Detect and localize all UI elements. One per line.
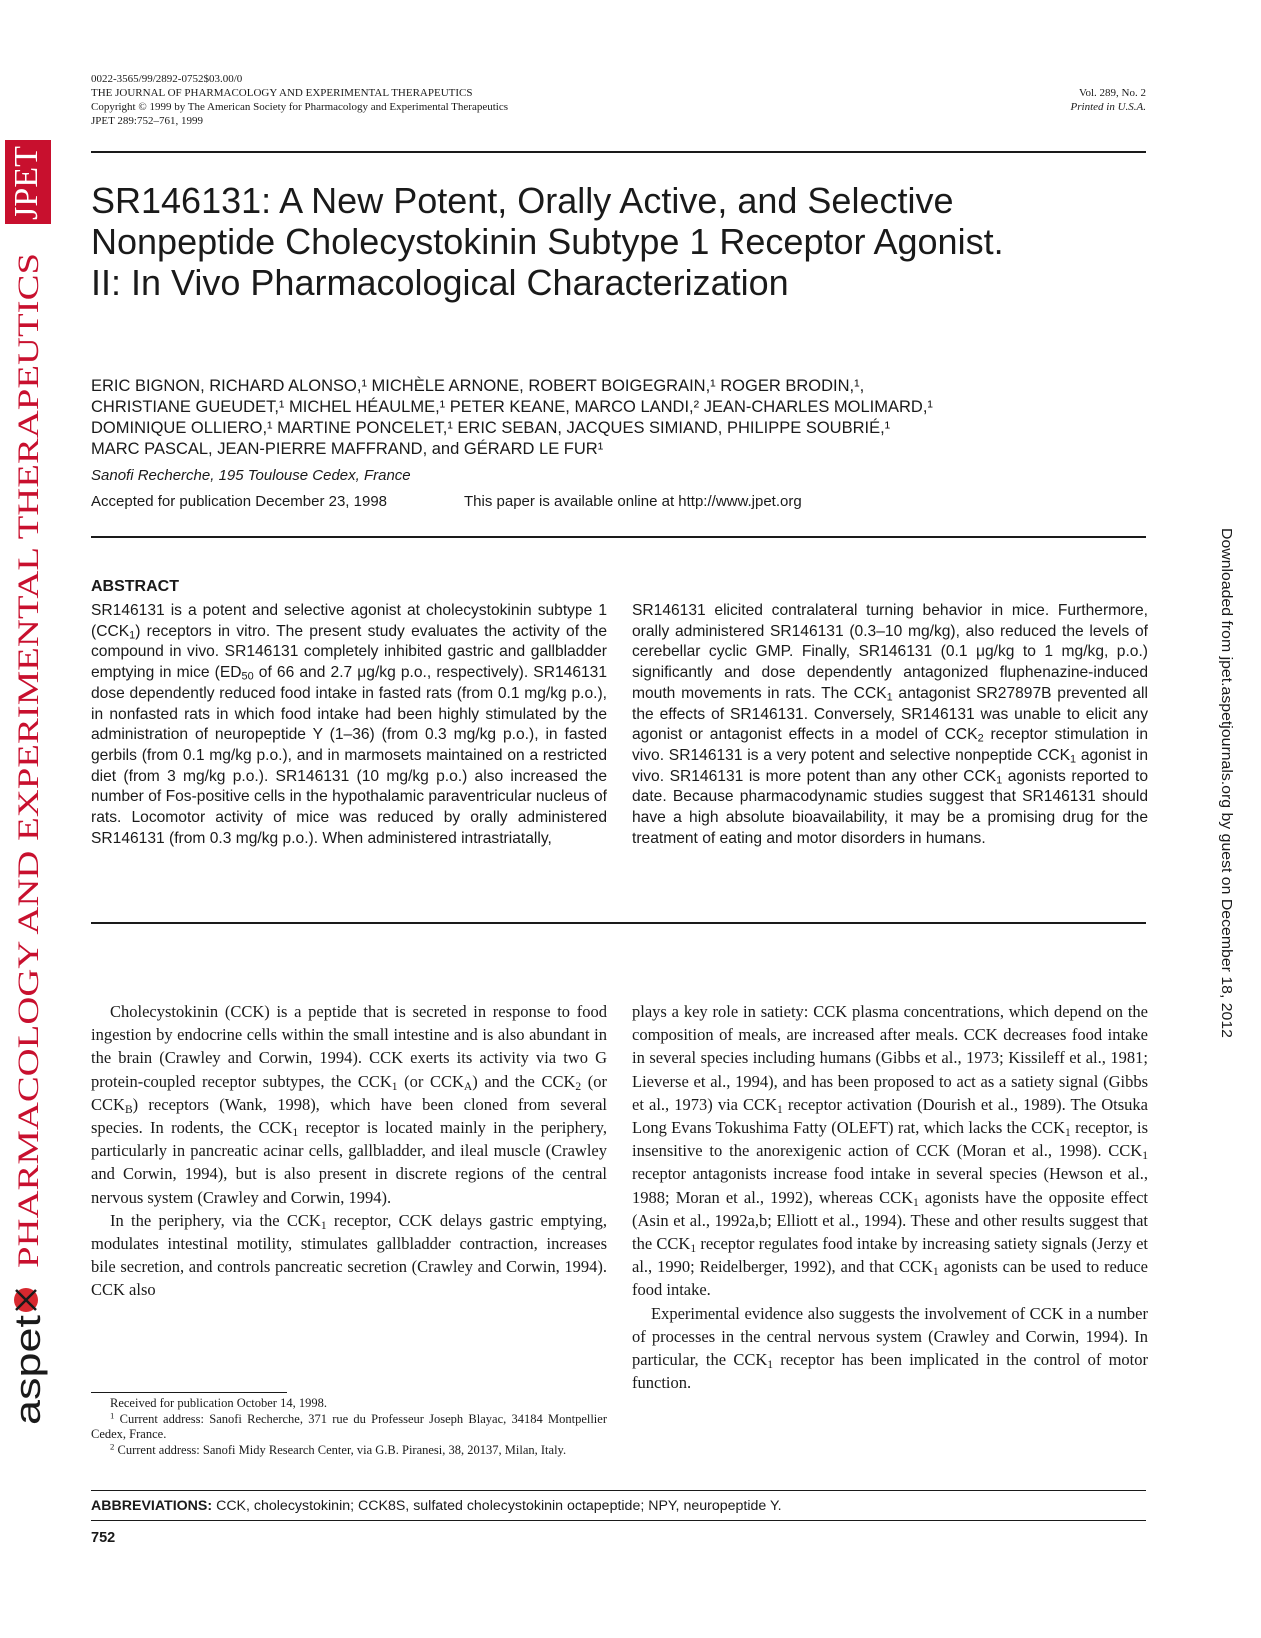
footnote-rule	[91, 1392, 287, 1393]
author-line-4: MARC PASCAL, JEAN-PIERRE MAFFRAND, and GÉRARD LE FUR¹	[91, 440, 604, 458]
accepted-date: Accepted for publication December 23, 1998	[91, 493, 388, 510]
header-rule	[91, 151, 1146, 153]
author-line-2: CHRISTIANE GUEUDET,¹ MICHEL HÉAULME,¹ PETER KEANE, MARCO LANDI,² JEAN-CHARLES MOLIMARD,¹	[91, 398, 933, 416]
volume-info	[1071, 86, 1146, 114]
received-date: Received for publication October 14, 1998.	[110, 1396, 327, 1410]
abbreviations-bottom-rule	[91, 1520, 1146, 1521]
author-line-1: ERIC BIGNON, RICHARD ALONSO,¹ MICHÈLE ARNONE, ROBERT BOIGEGRAIN,¹ ROGER BRODIN,¹,	[91, 377, 865, 395]
paragraph-periphery: In the periphery, via the $CCK_1$ receptor, CCK delays gastric emptying, modulates intestinal motility, stimulates gallbladder contraction, increases bile secretion, and controls pancreatic secretion (Crawley and Corwin, 1994). CCK also	[91, 1210, 607, 1300]
paragraph-satiety: plays a key role in satiety: CCK plasma concentrations, which depend on the composition of meals, are increased after meals. CCK decreases food intake in several species including humans (Gibbs et al., 1973; Kissileff et al., 1981; Lieverse et al., 1994), and has been proposed to act as a satiety signal (Gibbs et al., 1973) via $CCK_1$ receptor activation (Dourish et al., 1989). The Otsuka Long Evans Tokushima Fatty (OLEFT) rat, which lacks the $CCK_1$ receptor, is insensitive to the anorexigenic action of CCK (Moran et al., 1998). $CCK_1$ receptor antagonists increase food intake in several species (Hewson et al., 1988; Moran et al., 1992), whereas $CCK_1$ agonists have the opposite effect (Asin et al., 1992a,b; Elliott et al., 1994). These and other results suggest that the $CCK_1$ receptor regulates food intake by increasing satiety signals (Jerzy et al., 1990; Reidelberger, 1992), and that $CCK_1$ agonists can be used to reduce food intake.	[632, 1002, 1148, 1300]
online-availability: This paper is available online at http://www.jpet.org	[464, 493, 802, 510]
jpet-badge: JPET	[8, 146, 45, 220]
abstract-bottom-rule	[91, 922, 1146, 924]
aspet-logo-text: aspet	[7, 1336, 48, 1425]
abstract-left-column: SR146131 is a potent and selective agonist at cholecystokinin subtype 1 $(CCK_1)$ receptors in vitro. The present study evaluates the activity of the compound in vivo. SR146131 completely inhibited gastric and gallbladder emptying in mice ($ED_{50}$ of 66 and 2.7 μg/kg p.o., respectively). SR146131 dose dependently reduced food intake in fasted rats (from 0.1 mg/kg p.o.), in nonfasted rats in which food intake had been highly stimulated by the administration of neuropeptide Y (1–36) (from 0.3 mg/kg p.o.), in fasted gerbils (from 0.1 mg/kg p.o.), and in marmosets maintained on a restricted diet (from 3 mg/kg p.o.). SR146131 (10 mg/kg p.o.) also increased the number of Fos-positive cells in the hypothalamic paraventricular nucleus of rats. Locomotor activity of mice was reduced by orally administered SR146131 (from 0.3 mg/kg p.o.). When administered intrastriatally,	[91, 602, 608, 847]
abstract-right-column: SR146131 elicited contralateral turning behavior in mice. Furthermore, orally administered SR146131 (0.3–10 mg/kg), also reduced the levels of cerebellar cyclic GMP. Finally, SR146131 (0.1 μg/kg to 1 mg/kg, p.o.) significantly and dose dependently antagonized fluphenazine-induced mouth movements in rats. The $CCK_1$ antagonist SR27897B prevented all the effects of SR146131. Conversely, SR146131 was unable to elicit any agonist or antagonist effects in a model of $CCK_2$ receptor stimulation in vivo. SR146131 is a very potent and selective nonpeptide $CCK_1$ agonist in vivo. SR146131 is more potent than any other $CCK_1$ agonists reported to date. Because pharmacodynamic studies suggest that SR146131 should have a high absolute bioavailability, it may be a promising drug for the treatment of eating and motor disorders in humans.	[632, 602, 1149, 847]
abbreviations-text: CCK, cholecystokinin; CCK8S, sulfated cholecystokinin octapeptide; NPY, neuropeptide Y.	[212, 1498, 782, 1514]
aspet-logo	[7, 1288, 48, 1425]
page-number: 752	[91, 1530, 116, 1546]
download-note	[1200, 0, 1261, 1638]
journal-sidebar	[0, 0, 55, 1638]
paragraph-cns: Experimental evidence also suggests the involvement of CCK in a number of processes in the central nervous system (Crawley and Corwin, 1994). In particular, the $CCK_1$ receptor has been implicated in the control of motor function.	[632, 1303, 1148, 1393]
abbreviations-rule	[91, 1490, 1146, 1491]
body-left-column	[91, 1000, 607, 1302]
footnote-1: $^1$ Current address: Sanofi Recherche, 371 rue du Professeur Joseph Blayac, 34184 Montpellier Cedex, France.	[91, 1410, 607, 1442]
title-line-1: SR146131: A New Potent, Orally Active, and Selective	[91, 180, 954, 221]
footnote-2: $^2$ Current address: Sanofi Midy Research Center, via G.B. Piranesi, 38, 20137, Milan, Italy.	[110, 1441, 567, 1457]
paragraph-intro: Cholecystokinin (CCK) is a peptide that is secreted in response to food ingestion by endocrine cells within the small intestine and is also abundant in the brain (Crawley and Corwin, 1994). CCK exerts its activity via two G protein-coupled receptor subtypes, the $CCK_1$ (or $CCK_A$) and the $CCK_2$ (or $CCK_B$) receptors (Wank, 1998), which have been cloned from several species. In rodents, the $CCK_1$ receptor is located mainly in the periphery, particularly in pancreatic acinar cells, gallbladder, and ileal muscle (Crawley and Corwin, 1994), but is also present in discrete regions of the central nervous system (Crawley and Corwin, 1994).	[91, 1002, 608, 1207]
printed-in: Printed in U.S.A.	[1070, 101, 1146, 113]
volume-number: Vol. 289, No. 2	[1078, 87, 1146, 99]
copyright-line: Copyright © 1999 by The American Society for Pharmacology and Experimental Therapeutics	[91, 101, 508, 113]
doi-code: 0022-3565/99/2892-0752$03.00/0	[91, 73, 243, 85]
footnotes	[91, 1396, 607, 1458]
title-line-2: Nonpeptide Cholecystokinin Subtype 1 Receptor Agonist.	[91, 221, 1004, 262]
body-right-column	[632, 1000, 1148, 1394]
author-list	[91, 376, 933, 460]
affiliation: Sanofi Recherche, 195 Toulouse Cedex, France	[91, 467, 411, 484]
abstract-heading: ABSTRACT	[91, 578, 179, 595]
article-title	[91, 180, 1141, 303]
download-note-text: Downloaded from jpet.aspetjournals.org by guest on December 18, 2012	[1218, 528, 1234, 995]
abbreviations	[91, 1498, 782, 1514]
journal-title-header: THE JOURNAL OF PHARMACOLOGY AND EXPERIMENTAL THERAPEUTICS	[91, 87, 473, 99]
abstract-top-rule	[91, 536, 1146, 538]
citation-line: JPET 289:752–761, 1999	[91, 115, 203, 127]
title-line-3: II: In Vivo Pharmacological Characterization	[91, 262, 789, 303]
journal-name-vertical: PHARMACOLOGY AND EXPERIMENTAL THERAPEUTICS	[12, 482, 45, 1268]
abbreviations-label: ABBREVIATIONS:	[91, 1498, 213, 1514]
journal-header	[91, 72, 508, 128]
author-line-3: DOMINIQUE OLLIERO,¹ MARTINE PONCELET,¹ ERIC SEBAN, JACQUES SIMIAND, PHILIPPE SOUBRIÉ,¹	[91, 419, 891, 437]
